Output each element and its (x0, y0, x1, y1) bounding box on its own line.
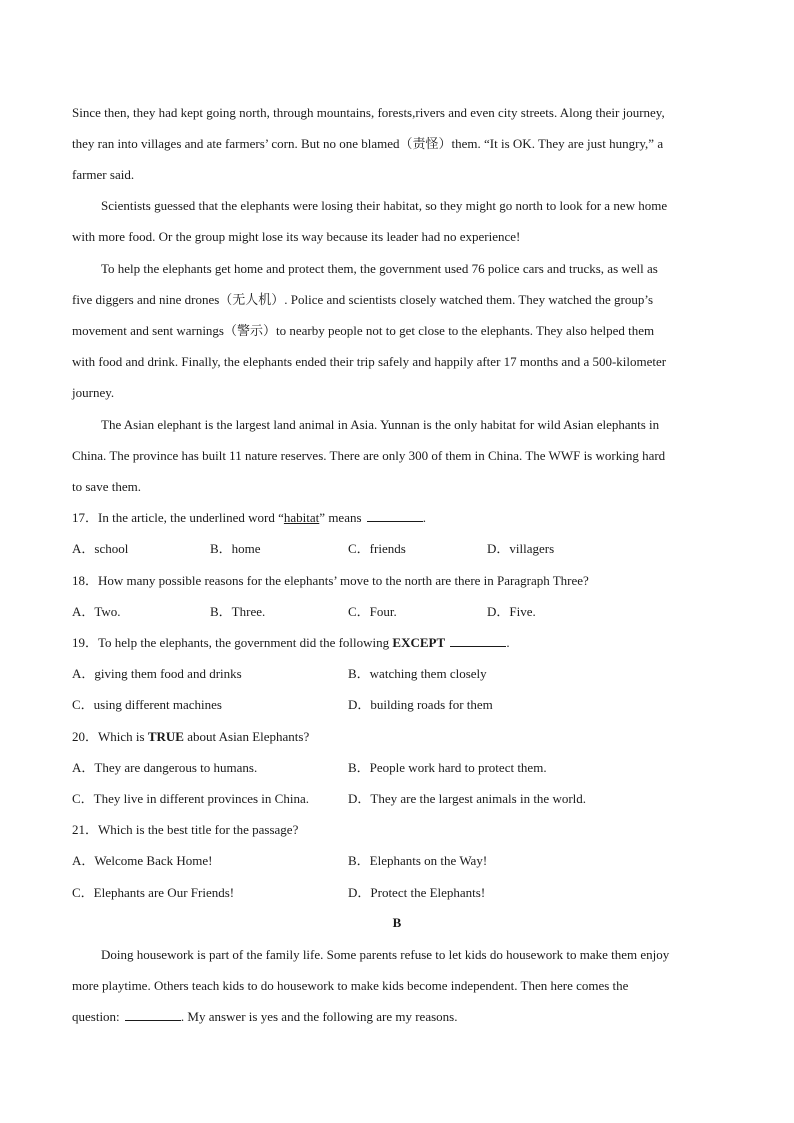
question-20-bold: TRUE (147, 729, 184, 744)
option-19-b[interactable]: B．watching them closely (348, 666, 487, 681)
option-17-b[interactable]: B．home (210, 541, 261, 556)
passage-line (72, 1008, 722, 1026)
option-18-c[interactable]: C．Four. (348, 604, 397, 619)
question-19-prefix: 19．To help the elephants, the government did the following (72, 635, 390, 650)
passage-line: journey. (72, 385, 115, 400)
question-19 (72, 634, 722, 652)
option-18-b[interactable]: B．Three. (210, 604, 266, 619)
passage-line: Since then, they had kept going north, through mountains, forests,rivers and even city streets. Along their journey, (72, 105, 665, 120)
passage-line: with food and drink. Finally, the elephants ended their trip safely and happily after 17 months and a 500-kilometer (72, 354, 667, 369)
question-line-prefix: question: (72, 1009, 120, 1024)
passage-line: China. The province has built 11 nature reserves. There are only 300 of them in China. The WWF is working hard (72, 448, 666, 463)
passage-line: farmer said. (72, 167, 135, 182)
option-18-d[interactable]: D．Five. (487, 604, 536, 619)
question-20-suffix: about Asian Elephants? (187, 729, 310, 744)
option-20-a[interactable]: A．They are dangerous to humans. (72, 760, 258, 775)
passage-line: five diggers and nine drones（无人机）. Police and scientists closely watched them. They watched the group’s (72, 292, 654, 307)
question-20-prefix: 20．Which is (72, 729, 145, 744)
passage-line: with more food. Or the group might lose its way because its leader had no experience! (72, 229, 521, 244)
option-21-a[interactable]: A．Welcome Back Home! (72, 853, 213, 868)
passage-line: To help the elephants get home and protect them, the government used 76 police cars and trucks, as well as (101, 261, 658, 276)
question-19-bold: EXCEPT (392, 635, 446, 650)
option-17-d[interactable]: D．villagers (487, 541, 555, 556)
question-18: 18．How many possible reasons for the elephants’ move to the north are there in Paragraph Three? (72, 573, 589, 588)
answer-blank[interactable] (125, 1008, 181, 1021)
option-17-a[interactable]: A．school (72, 541, 129, 556)
section-heading: B (392, 915, 402, 930)
option-19-a[interactable]: A．giving them food and drinks (72, 666, 242, 681)
passage-line: Doing housework is part of the family life. Some parents refuse to let kids do housework to make them enjoy (101, 947, 670, 962)
question-17 (72, 509, 722, 527)
option-20-d[interactable]: D．They are the largest animals in the world. (348, 791, 587, 806)
underlined-word: habitat (283, 510, 320, 525)
question-17-suffix: ” means (319, 510, 362, 525)
option-19-d[interactable]: D．building roads for them (348, 697, 493, 712)
question-line-suffix: . My answer is yes and the following are my reasons. (180, 1009, 458, 1024)
option-20-b[interactable]: B．People work hard to protect them. (348, 760, 547, 775)
passage-line: movement and sent warnings（警示）to nearby people not to get close to the elephants. They also helped them (72, 323, 655, 338)
question-20 (72, 728, 722, 746)
option-21-c[interactable]: C．Elephants are Our Friends! (72, 885, 235, 900)
passage-line: The Asian elephant is the largest land animal in Asia. Yunnan is the only habitat for wild Asian elephants in (101, 417, 660, 432)
option-18-a[interactable]: A．Two. (72, 604, 121, 619)
passage-line: to save them. (72, 479, 141, 494)
passage-line: more playtime. Others teach kids to do housework to make kids become independent. Then here comes the (72, 978, 629, 993)
option-21-d[interactable]: D．Protect the Elephants! (348, 885, 486, 900)
passage-line: Scientists guessed that the elephants were losing their habitat, so they might go north to look for a new home (101, 198, 668, 213)
option-21-b[interactable]: B．Elephants on the Way! (348, 853, 488, 868)
question-21: 21．Which is the best title for the passage? (72, 822, 299, 837)
option-17-c[interactable]: C．friends (348, 541, 406, 556)
passage-line: they ran into villages and ate farmers’ corn. But no one blamed（责怪）them. “It is OK. They are just hungry,” a (72, 136, 664, 151)
question-17-end: . (422, 510, 427, 525)
answer-blank[interactable] (450, 634, 506, 647)
option-20-c[interactable]: C．They live in different provinces in China. (72, 791, 309, 806)
answer-blank[interactable] (367, 509, 423, 522)
question-19-end: . (506, 635, 510, 650)
option-19-c[interactable]: C．using different machines (72, 697, 222, 712)
question-17-prefix: 17．In the article, the underlined word “ (72, 510, 284, 525)
